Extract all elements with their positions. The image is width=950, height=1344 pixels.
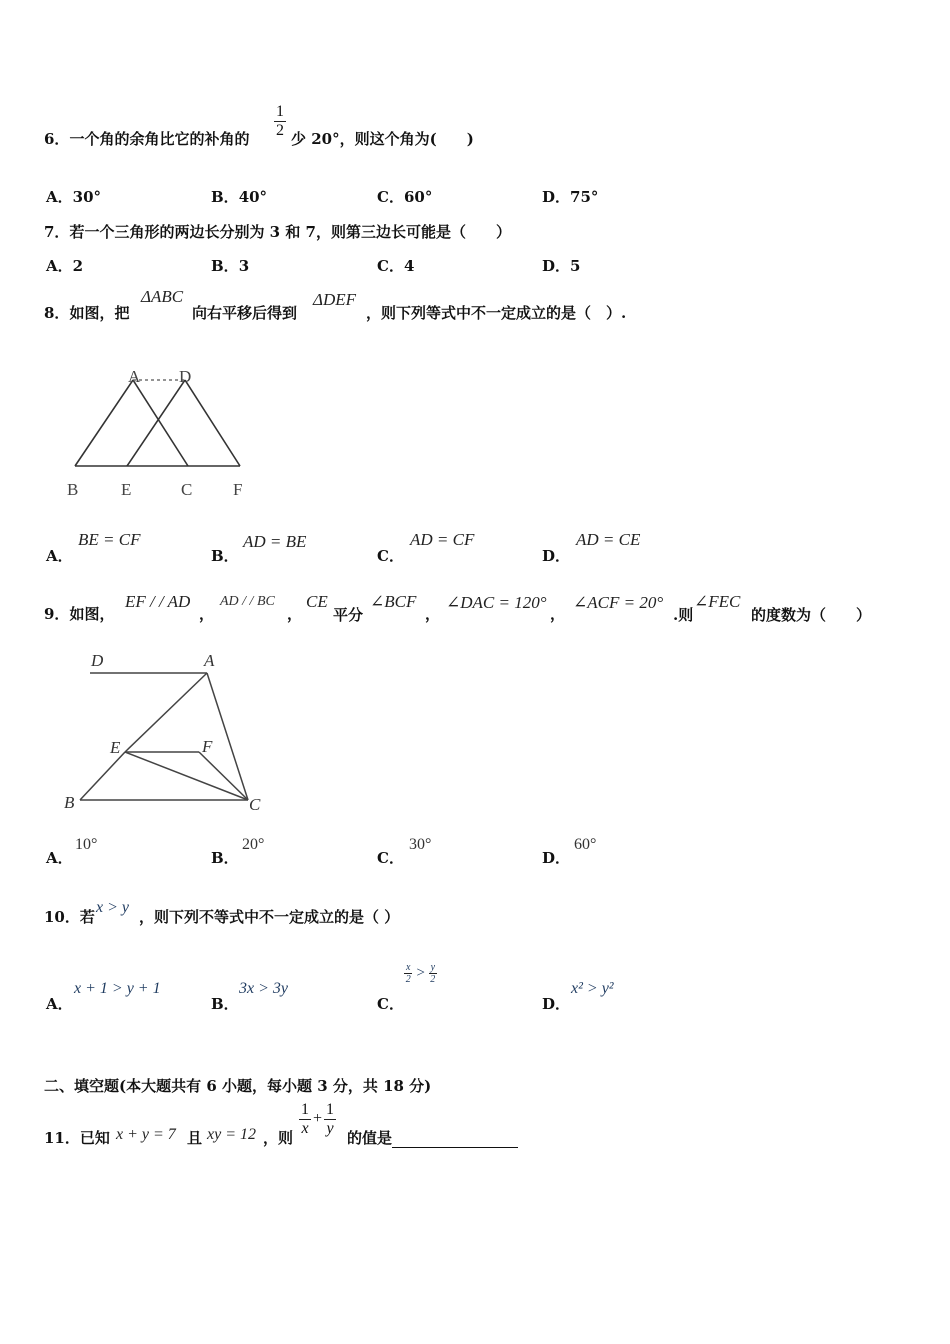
q9-label-d: D	[91, 651, 104, 670]
q9-option-a-value[interactable]: 10°	[75, 836, 98, 853]
q6-option-a[interactable]: A．30°	[46, 188, 102, 206]
q8-label-b: B	[67, 480, 79, 499]
q6-stem: 6．一个角的余角比它的补角的	[44, 130, 250, 148]
q11-and-text: 且	[187, 1129, 203, 1147]
q8-segment-ac	[133, 380, 188, 466]
q8-option-c-value[interactable]: AD = CF	[410, 530, 475, 549]
q8-option-a-label[interactable]: A．	[46, 547, 73, 565]
q8-figure	[60, 360, 260, 505]
q9-option-d-value[interactable]: 60°	[574, 836, 597, 853]
q9-option-c-label[interactable]: C．	[377, 849, 404, 867]
q9-option-b-value[interactable]: 20°	[242, 836, 265, 853]
q9-condition-dac: ∠DAC = 120°	[446, 593, 547, 612]
q9-label-a: A	[204, 651, 215, 670]
q10-condition: x > y	[96, 899, 129, 916]
q6-stem-tail: 少 20°，则这个角为( )	[291, 130, 474, 148]
q9-comma-1: ，	[199, 605, 215, 623]
q9-then-text: .则	[673, 606, 694, 624]
q10-option-d-value[interactable]: x² > y²	[571, 980, 614, 997]
q9-segment-eb	[80, 752, 125, 800]
q8-option-a-value[interactable]: BE = CF	[78, 530, 141, 549]
q8-segment-de	[127, 380, 185, 466]
q9-condition-ce: CE	[306, 592, 328, 611]
q8-triangle-def: ΔDEF	[313, 290, 357, 309]
q10-option-d-label[interactable]: D．	[542, 995, 571, 1013]
q7-option-c[interactable]: C．4	[377, 257, 415, 275]
q6-option-b[interactable]: B．40°	[211, 188, 268, 206]
q6-fraction: $\frac{1}{2}$	[276, 103, 284, 139]
q11-answer-blank[interactable]	[392, 1133, 518, 1148]
q10-option-b-label[interactable]: B．	[211, 995, 239, 1013]
q9-bisects-text: 平分	[333, 606, 364, 624]
q10-option-c-value[interactable]: $\frac{x}{2}$ > $\frac{y}{2}$	[405, 962, 436, 985]
q8-option-d-label[interactable]: D．	[542, 547, 571, 565]
q9-figure	[55, 645, 280, 820]
q7-option-d[interactable]: D．5	[542, 257, 581, 275]
q9-comma-3: ，	[425, 605, 441, 623]
q6-option-d[interactable]: D．75°	[542, 188, 599, 206]
q11-equation-sum: x + y = 7	[116, 1126, 176, 1143]
q9-angle-fec: ∠FEC	[694, 592, 741, 611]
q8-option-b-value[interactable]: AD = BE	[243, 532, 307, 551]
q8-label-c: C	[181, 480, 193, 499]
q10-stem-lead: 10．若	[44, 908, 95, 926]
q8-option-c-label[interactable]: C．	[377, 547, 404, 565]
q8-segment-df	[185, 380, 240, 466]
q7-stem: 7．若一个三角形的两边长分别为 3 和 7，则第三边长可能是（ ）	[44, 223, 511, 241]
q9-option-a-label[interactable]: A．	[46, 849, 73, 867]
q8-option-b-label[interactable]: B．	[211, 547, 239, 565]
q9-option-d-label[interactable]: D．	[542, 849, 571, 867]
q11-stem-lead: 11．已知	[44, 1129, 110, 1147]
q9-condition-acf: ∠ACF = 20°	[573, 593, 664, 612]
q10-option-a-label[interactable]: A．	[46, 995, 73, 1013]
q9-condition-ad-bc: AD / / BC	[220, 594, 275, 609]
q8-label-f: F	[233, 480, 243, 499]
q9-segment-ae	[125, 673, 207, 752]
q11-then-text: ，则	[263, 1129, 294, 1147]
q6-option-c[interactable]: C．60°	[377, 188, 433, 206]
q7-option-b[interactable]: B．3	[211, 257, 250, 275]
q11-stem-tail: 的值是	[347, 1127, 518, 1148]
q9-label-e: E	[110, 738, 121, 757]
q9-stem-tail: 的度数为（ ）	[751, 606, 872, 624]
q8-stem-mid: 向右平移后得到	[192, 304, 298, 322]
q8-label-e: E	[121, 480, 132, 499]
q10-option-b-value[interactable]: 3x > 3y	[239, 980, 288, 997]
q9-label-c: C	[249, 795, 261, 814]
q8-option-d-value[interactable]: AD = CE	[576, 530, 641, 549]
q9-stem-lead: 9．如图，	[44, 605, 115, 623]
q11-equation-product: xy = 12	[207, 1126, 256, 1143]
q9-condition-ef-ad: EF / / AD	[125, 592, 191, 611]
q9-segment-ec	[125, 752, 248, 800]
q9-condition-bcf: ∠BCF	[370, 592, 417, 611]
section2-title: 二、填空题(本大题共有 6 小题，每小题 3 分，共 18 分)	[44, 1077, 432, 1095]
q8-segment-ab	[75, 380, 133, 466]
q8-triangle-abc: ΔABC	[141, 287, 184, 306]
q10-option-a-value[interactable]: x + 1 > y + 1	[74, 980, 161, 997]
q9-label-f: F	[202, 737, 213, 756]
q9-option-c-value[interactable]: 30°	[409, 836, 432, 853]
q8-stem-tail: ，则下列等式中不一定成立的是（ ）.	[366, 304, 627, 322]
q7-option-a[interactable]: A．2	[46, 257, 84, 275]
q8-label-d: D	[179, 367, 192, 386]
q10-option-c-label[interactable]: C．	[377, 995, 404, 1013]
q11-expression: $\frac{1}{x}$ + $\frac{1}{y}$	[301, 1101, 335, 1137]
q9-comma-4: ，	[550, 605, 566, 623]
q9-comma-2: ，	[287, 605, 303, 623]
q8-stem-lead: 8．如图，把	[44, 304, 130, 322]
q9-option-b-label[interactable]: B．	[211, 849, 239, 867]
q10-stem-tail: ，则下列不等式中不一定成立的是（ ）	[139, 908, 400, 926]
q9-label-b: B	[64, 793, 75, 812]
q8-label-a: A	[128, 367, 141, 386]
